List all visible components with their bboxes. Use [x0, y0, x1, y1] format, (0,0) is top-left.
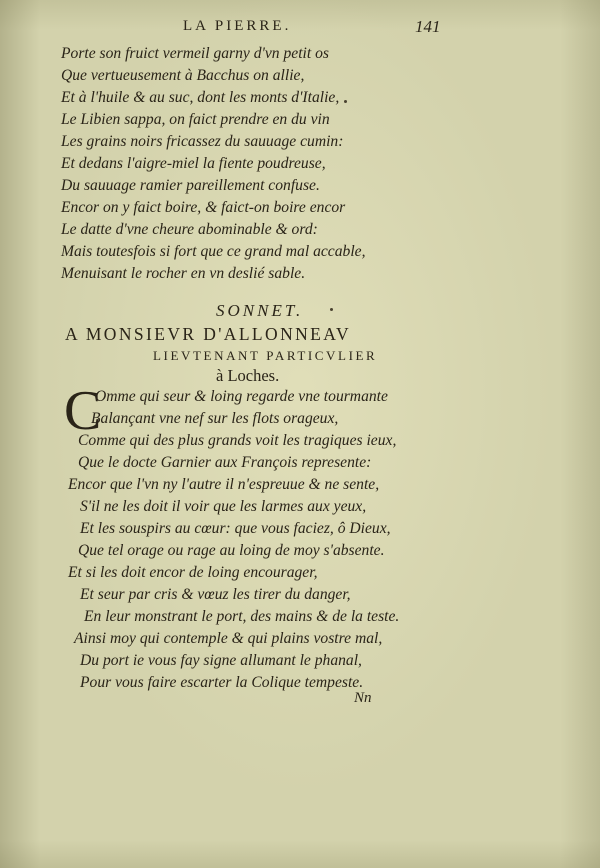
verse-line: Le Libien sappa, on faict prendre en du vin: [61, 111, 330, 128]
verse-line: Porte son fruict vermeil garny d'vn petit os: [61, 45, 329, 62]
verse-line: Les grains noirs fricassez du sauuage cumin:: [61, 133, 344, 150]
sonnet-line: Que le docte Garnier aux François represente:: [78, 454, 372, 471]
verse-line: Mais toutesfois si fort que ce grand mal accable,: [61, 243, 366, 260]
sonnet-title: SONNET.: [216, 301, 304, 320]
sonnet-line: S'il ne les doit il voir que les larmes aux yeux,: [80, 498, 367, 515]
sonnet-line: Et si les doit encor de loing encourager,: [68, 564, 318, 581]
sonnet-line: Ainsi moy qui contemple & qui plains vostre mal,: [74, 630, 383, 647]
ink-speck: [330, 308, 333, 311]
office-heading: LIEVTENANT PARTICVLIER: [153, 348, 378, 363]
place-heading: à Loches.: [216, 366, 280, 385]
sonnet-line: Pour vous faire escarter la Colique tempeste.: [80, 674, 364, 691]
page-number: 141: [415, 17, 441, 36]
verse-line: Du sauuage ramier pareillement confuse.: [61, 177, 320, 194]
sonnet-line: Et seur par cris & vœuz les tirer du danger,: [80, 586, 351, 603]
verse-line: Le datte d'vne cheure abominable & ord:: [61, 221, 318, 238]
dedication-heading: A MONSIEVR D'ALLONNEAV: [65, 324, 352, 344]
sonnet-line: Que tel orage ou rage au loing de moy s'absente.: [78, 542, 385, 559]
sonnet-line: Et les souspirs au cœur: que vous faciez, ô Dieux,: [80, 520, 391, 537]
sonnet-line: Balançant vne nef sur les flots orageux,: [91, 410, 339, 427]
verse-line: Et à l'huile & au suc, dont les monts d'Italie,: [61, 89, 340, 106]
catchword: Nn: [354, 690, 372, 706]
verse-line: Et dedans l'aigre-miel la fiente poudreuse,: [61, 155, 326, 172]
drop-cap: C: [64, 380, 102, 442]
verse-line: Encor on y faict boire, & faict-on boire encor: [61, 199, 346, 216]
sonnet-line: Encor que l'vn ny l'autre il n'espreuue & ne sente,: [68, 476, 380, 493]
sonnet-line: Du port ie vous fay signe allumant le phanal,: [80, 652, 362, 669]
verse-line: Menuisant le rocher en vn deslié sable.: [61, 265, 306, 282]
sonnet-line: En leur monstrant le port, des mains & de la teste.: [84, 608, 400, 625]
verse-line: Que vertueusement à Bacchus on allie,: [61, 67, 305, 84]
running-head: LA PIERRE.: [183, 18, 292, 34]
sonnet-line: Comme qui des plus grands voit les tragiques ieux,: [78, 432, 397, 449]
sonnet-line: Omme qui seur & loing regarde vne tourmante: [95, 388, 388, 405]
ink-speck: [344, 100, 347, 103]
